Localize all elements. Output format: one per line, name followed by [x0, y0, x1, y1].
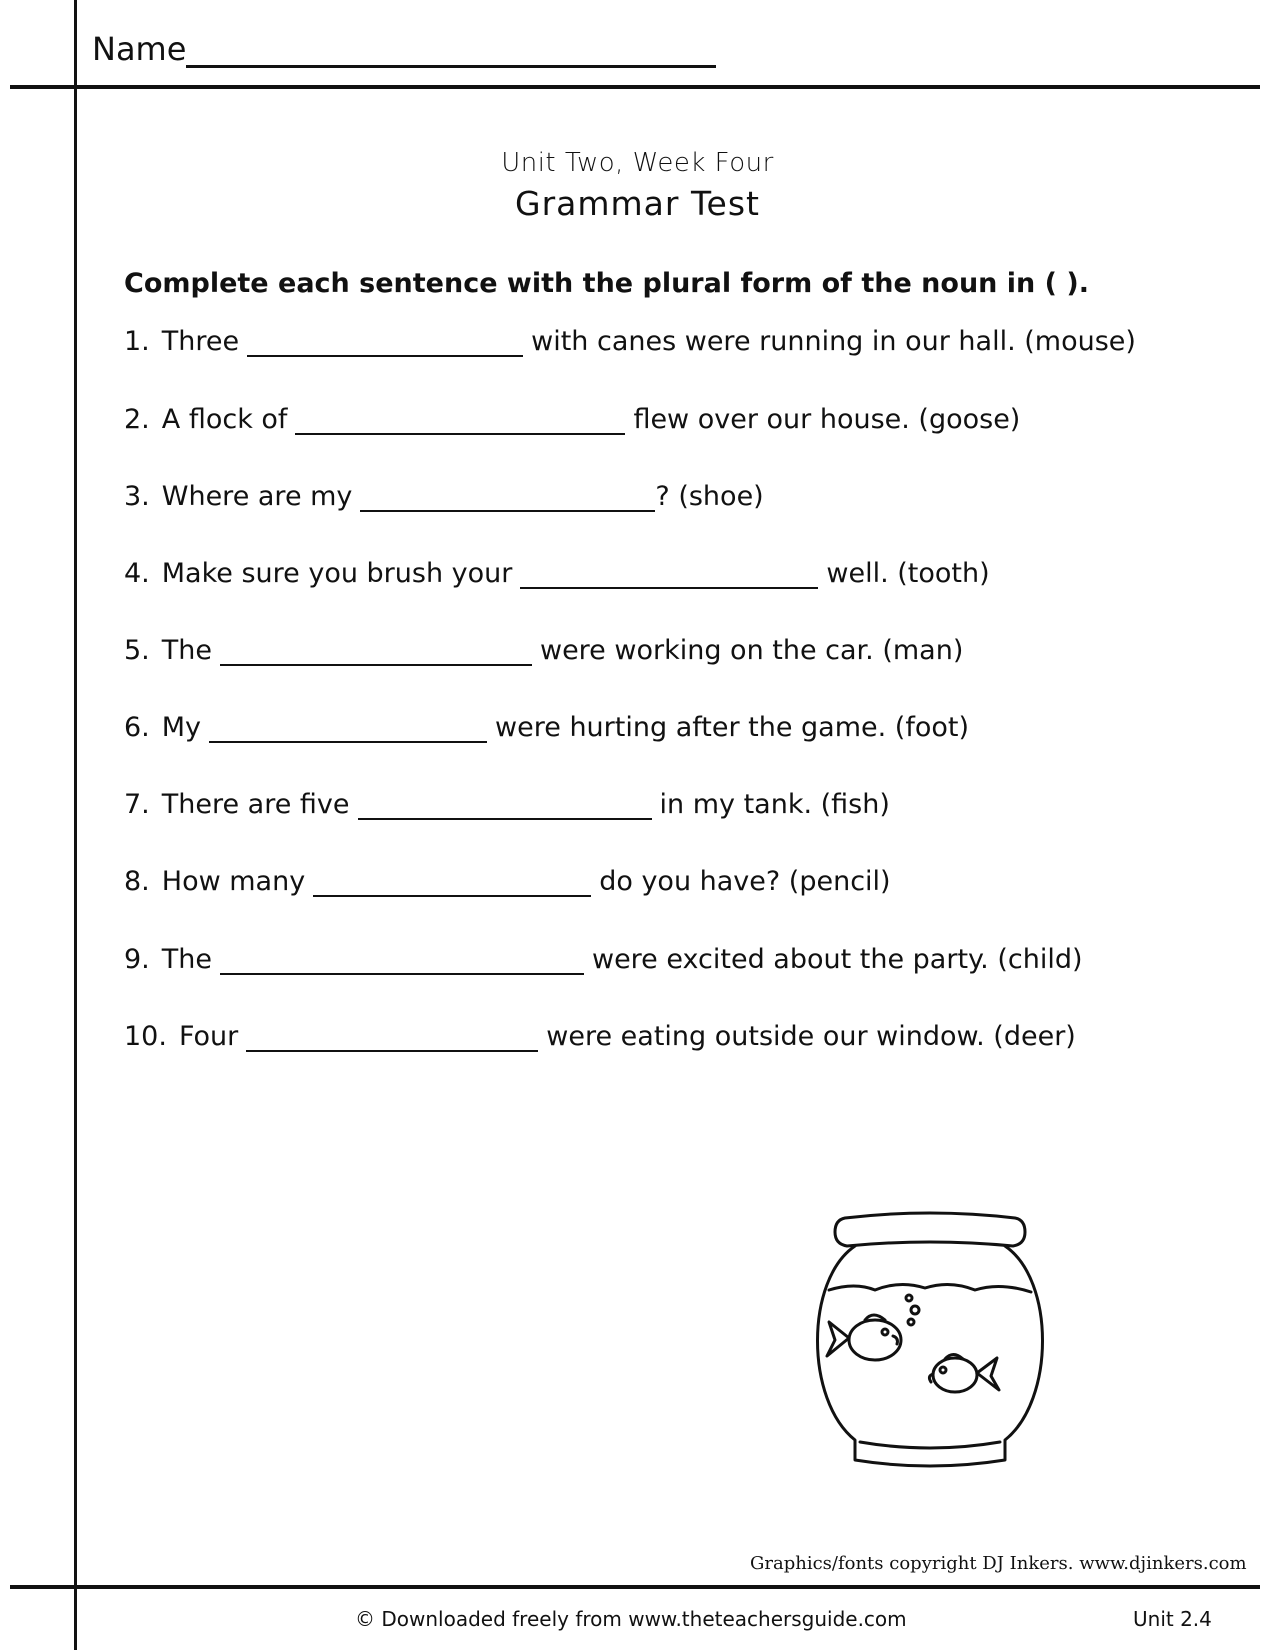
question-text-after: well. (tooth): [826, 558, 990, 589]
copyright-note: Graphics/fonts copyright DJ Inkers. www.djinkers.com: [750, 1553, 1247, 1574]
answer-blank[interactable]: [360, 484, 655, 512]
question-number: 3.: [124, 481, 150, 512]
answer-blank[interactable]: [246, 1024, 538, 1052]
header-rule: [10, 85, 1260, 89]
question-text-after: flew over our house. (goose): [633, 404, 1021, 435]
question-text-after: in my tank. (fish): [659, 789, 890, 820]
question-number: 6.: [124, 712, 150, 743]
question-number: 1.: [124, 326, 150, 357]
name-blank[interactable]: [186, 31, 716, 68]
question-text-before: My: [161, 712, 202, 743]
question-text-before: Where are my: [161, 481, 353, 512]
name-field-row: [92, 30, 716, 68]
answer-blank[interactable]: [520, 561, 818, 589]
margin-rule: [74, 0, 77, 1650]
answer-blank[interactable]: [220, 947, 584, 975]
answer-blank[interactable]: [247, 329, 523, 357]
footer-unit: Unit 2.4: [1133, 1607, 1212, 1631]
question-text-before: The: [161, 944, 212, 975]
answer-blank[interactable]: [358, 792, 652, 820]
question-text-after: ? (shoe): [655, 481, 764, 512]
footer-source: © Downloaded freely from www.theteachersguide.com: [355, 1607, 907, 1631]
answer-blank[interactable]: [220, 638, 532, 666]
question-number: 4.: [124, 558, 150, 589]
question-1: [124, 326, 1136, 357]
question-4: [124, 558, 990, 589]
question-text-after: were excited about the party. (child): [591, 944, 1083, 975]
page-title: Grammar Test: [515, 184, 760, 223]
question-6: [124, 712, 969, 743]
question-text-before: Three: [161, 326, 240, 357]
footer-rule: [10, 1585, 1260, 1589]
name-label: Name: [92, 30, 187, 68]
question-text-after: were eating outside our window. (deer): [546, 1021, 1076, 1052]
question-10: [124, 1021, 1076, 1052]
question-number: 10.: [124, 1021, 167, 1052]
question-9: [124, 944, 1083, 975]
question-text-after: were working on the car. (man): [539, 635, 964, 666]
question-text-after: do you have? (pencil): [599, 866, 891, 897]
question-number: 9.: [124, 944, 150, 975]
question-text-before: How many: [161, 866, 306, 897]
question-text-before: A flock of: [161, 404, 288, 435]
answer-blank[interactable]: [295, 407, 625, 435]
question-text-after: with canes were running in our hall. (mouse): [531, 326, 1136, 357]
question-number: 5.: [124, 635, 150, 666]
question-text-before: There are five: [161, 789, 350, 820]
unit-subtitle: Unit Two, Week Four: [501, 148, 774, 178]
answer-blank[interactable]: [313, 869, 591, 897]
question-7: [124, 789, 890, 820]
question-3: [124, 481, 764, 512]
question-5: [124, 635, 963, 666]
question-number: 2.: [124, 404, 150, 435]
question-text-before: Make sure you brush your: [161, 558, 513, 589]
question-text-after: were hurting after the game. (foot): [495, 712, 969, 743]
instructions: Complete each sentence with the plural form of the noun in ( ).: [124, 268, 1089, 299]
question-number: 7.: [124, 789, 150, 820]
question-number: 8.: [124, 866, 150, 897]
question-text-before: The: [161, 635, 212, 666]
fishbowl-icon: [815, 1210, 1045, 1480]
question-text-before: Four: [178, 1021, 239, 1052]
answer-blank[interactable]: [209, 715, 487, 743]
question-2: [124, 404, 1020, 435]
question-8: [124, 866, 891, 897]
